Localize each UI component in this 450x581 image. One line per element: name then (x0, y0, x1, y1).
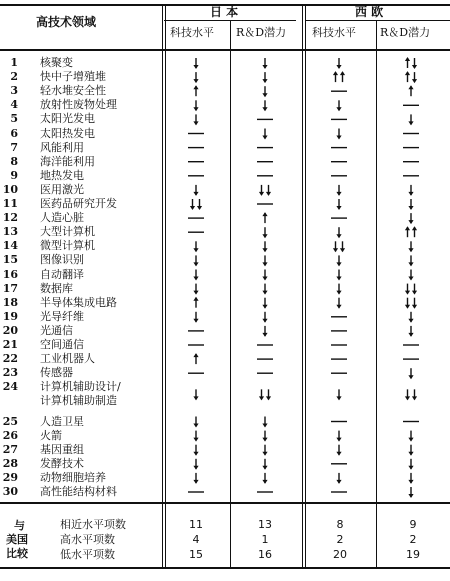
down-arrow-icon (408, 255, 413, 266)
down-arrow-icon (405, 389, 410, 400)
summary-west-rd-value: 2 (409, 533, 417, 546)
up-arrow-icon (412, 226, 417, 237)
down-arrow-icon (262, 312, 267, 323)
down-arrow-icon (262, 445, 267, 456)
up-arrow-icon (193, 297, 198, 308)
summary-row-label: 低水平项数 (60, 548, 115, 561)
down-arrow-icon (193, 58, 198, 69)
row-field-name: 图像识别 (40, 253, 84, 267)
down-arrow-icon (262, 326, 267, 337)
row-field-name: 快中子增殖堆 (40, 70, 106, 84)
row-number: 16 (2, 267, 18, 281)
down-arrow-icon (262, 298, 267, 309)
down-arrow-icon (193, 459, 198, 470)
up-arrow-icon (405, 226, 410, 237)
down-arrow-icon (193, 185, 198, 196)
down-arrow-icon (408, 312, 413, 323)
row-number: 9 (10, 168, 18, 182)
down-arrow-icon (262, 417, 267, 428)
down-arrow-icon (262, 241, 267, 252)
west-tech-level-header: 科技水平 (312, 26, 356, 39)
row-number: 11 (2, 197, 18, 210)
down-arrow-icon (266, 185, 271, 196)
down-arrow-icon (193, 389, 198, 400)
down-arrow-icon (336, 298, 341, 309)
down-arrow-icon (262, 227, 267, 238)
down-arrow-icon (336, 227, 341, 238)
up-arrow-icon (408, 85, 413, 96)
down-arrow-icon (408, 114, 413, 125)
row-field-name: 光通信 (40, 323, 73, 337)
summary-label-line3: 比较 (6, 547, 28, 560)
row-field-name: 计算机辅助设计/ (40, 380, 121, 394)
row-field-name: 发酵技术 (40, 456, 84, 470)
down-arrow-icon (336, 431, 341, 442)
row-field-name: 太阳热发电 (40, 126, 95, 140)
row-number: 4 (10, 98, 18, 112)
row-field-name: 放射性废物处理 (40, 98, 117, 112)
down-arrow-icon (266, 389, 271, 400)
row-field-name: 火箭 (40, 428, 62, 442)
row-field-name: 动物细胞培养 (40, 470, 106, 484)
down-arrow-icon (408, 199, 413, 210)
down-arrow-icon (336, 58, 341, 69)
row-number: 18 (2, 295, 18, 309)
row-number: 12 (2, 211, 18, 225)
summary-japan-tech-value: 4 (192, 533, 200, 546)
row-field-name: 高性能结构材料 (40, 485, 117, 498)
row-field-name: 空间通信 (40, 338, 84, 351)
down-arrow-icon (336, 100, 341, 111)
down-arrow-icon (336, 129, 341, 140)
row-field-name: 太阳光发电 (40, 112, 95, 126)
row-number: 6 (10, 126, 18, 140)
down-arrow-icon (408, 487, 413, 498)
up-arrow-icon (405, 57, 410, 68)
down-arrow-icon (262, 72, 267, 83)
down-arrow-icon (336, 185, 341, 196)
down-arrow-icon (333, 241, 338, 252)
down-arrow-icon (336, 255, 341, 266)
down-arrow-icon (193, 417, 198, 428)
down-arrow-icon (336, 473, 341, 484)
row-field-name: 基因重组 (40, 442, 84, 456)
row-number: 8 (10, 154, 18, 168)
row-number: 25 (2, 414, 18, 428)
down-arrow-icon (412, 389, 417, 400)
down-arrow-icon (408, 270, 413, 281)
down-arrow-icon (193, 284, 198, 295)
row-field-name: 微型计算机 (40, 239, 95, 253)
down-arrow-icon (336, 445, 341, 456)
row-number: 1 (10, 56, 18, 69)
row-field-name: 大型计算机 (40, 225, 95, 239)
up-arrow-icon (340, 71, 345, 82)
row-number: 22 (2, 352, 18, 366)
down-arrow-icon (408, 213, 413, 224)
down-arrow-icon (262, 58, 267, 69)
down-arrow-icon (412, 284, 417, 295)
row-field-name: 传感器 (40, 366, 73, 380)
down-arrow-icon (408, 459, 413, 470)
row-field-name: 医药品研究开发 (40, 197, 117, 210)
row-number: 27 (2, 442, 18, 456)
up-arrow-icon (193, 85, 198, 96)
down-arrow-icon (408, 431, 413, 442)
down-arrow-icon (262, 431, 267, 442)
down-arrow-icon (262, 459, 267, 470)
summary-west-tech-value: 2 (336, 533, 344, 546)
row-field-name: 数据库 (40, 281, 73, 295)
row-field-name: 风能利用 (40, 140, 84, 154)
down-arrow-icon (193, 255, 198, 266)
down-arrow-icon (408, 241, 413, 252)
down-arrow-icon (340, 241, 345, 252)
row-number: 3 (10, 84, 18, 98)
row-number: 19 (2, 309, 18, 323)
down-arrow-icon (193, 312, 198, 323)
up-arrow-icon (193, 353, 198, 364)
down-arrow-icon (259, 389, 264, 400)
summary-japan-rd-value: 13 (258, 518, 272, 531)
down-arrow-icon (408, 185, 413, 196)
summary-label-line2: 美国 (6, 533, 28, 546)
summary-west-rd-value: 19 (406, 548, 420, 561)
down-arrow-icon (412, 58, 417, 69)
japan-header: 日 本 (210, 5, 239, 19)
row-number: 17 (2, 281, 18, 295)
row-field-name: 核聚变 (40, 56, 73, 69)
down-arrow-icon (193, 473, 198, 484)
west-rd-potential-header: R＆D潜力 (380, 26, 431, 39)
row-number: 21 (2, 338, 18, 351)
row-field-name: 工业机器人 (40, 352, 95, 366)
summary-japan-tech-value: 11 (189, 518, 203, 531)
down-arrow-icon (408, 445, 413, 456)
down-arrow-icon (262, 473, 267, 484)
down-arrow-icon (262, 129, 267, 140)
summary-japan-rd-value: 1 (261, 533, 269, 546)
down-arrow-icon (193, 445, 198, 456)
up-arrow-icon (262, 212, 267, 223)
summary-row-label: 高水平项数 (60, 533, 115, 546)
field-column-header: 高技术领域 (36, 15, 97, 29)
summary-west-tech-value: 8 (336, 518, 344, 531)
row-number: 5 (10, 112, 18, 126)
up-arrow-icon (405, 71, 410, 82)
summary-west-tech-value: 20 (333, 548, 347, 561)
down-arrow-icon (193, 114, 198, 125)
down-arrow-icon (336, 270, 341, 281)
down-arrow-icon (193, 431, 198, 442)
row-field-name: 地热发电 (40, 168, 84, 182)
down-arrow-icon (193, 241, 198, 252)
japan-tech-level-header: 科技水平 (170, 26, 214, 39)
down-arrow-icon (262, 284, 267, 295)
row-number: 13 (2, 225, 18, 239)
row-number: 14 (2, 239, 18, 253)
row-number: 20 (2, 323, 18, 337)
down-arrow-icon (412, 298, 417, 309)
row-number: 2 (10, 70, 18, 84)
row-field-name: 人造心脏 (40, 211, 84, 225)
row-number: 10 (2, 182, 18, 196)
down-arrow-icon (405, 284, 410, 295)
down-arrow-icon (408, 368, 413, 379)
row-number: 15 (2, 253, 18, 267)
row-number: 24 (2, 380, 18, 394)
row-field-name: 医用激光 (40, 182, 84, 196)
up-arrow-icon (333, 71, 338, 82)
row-number: 30 (2, 485, 18, 498)
japan-rd-potential-header: R＆D潜力 (236, 26, 287, 39)
summary-label-line1: 与 (14, 519, 25, 532)
row-field-name: 自动翻译 (40, 267, 84, 281)
down-arrow-icon (405, 298, 410, 309)
down-arrow-icon (262, 270, 267, 281)
down-arrow-icon (262, 86, 267, 97)
row-number: 29 (2, 470, 18, 484)
summary-west-rd-value: 9 (409, 518, 417, 531)
down-arrow-icon (336, 199, 341, 210)
down-arrow-icon (262, 255, 267, 266)
down-arrow-icon (193, 270, 198, 281)
row-field-name: 轻水堆安全性 (40, 84, 106, 98)
row-field-name-continued: 计算机辅助制造 (40, 394, 117, 408)
down-arrow-icon (336, 389, 341, 400)
down-arrow-icon (262, 100, 267, 111)
row-number: 7 (10, 140, 18, 154)
down-arrow-icon (412, 72, 417, 83)
down-arrow-icon (193, 72, 198, 83)
row-number: 26 (2, 428, 18, 442)
row-number: 28 (2, 456, 18, 470)
summary-row-label: 相近水平项数 (60, 518, 126, 531)
down-arrow-icon (408, 326, 413, 337)
down-arrow-icon (336, 284, 341, 295)
row-number: 23 (2, 366, 18, 380)
row-field-name: 半导体集成电路 (40, 295, 117, 309)
down-arrow-icon (190, 199, 195, 210)
row-field-name: 人造卫星 (40, 414, 84, 428)
row-field-name: 光导纤维 (40, 309, 84, 323)
summary-japan-tech-value: 15 (189, 548, 203, 561)
summary-japan-rd-value: 16 (258, 548, 272, 561)
down-arrow-icon (197, 199, 202, 210)
row-field-name: 海洋能利用 (40, 154, 95, 168)
down-arrow-icon (259, 185, 264, 196)
down-arrow-icon (193, 100, 198, 111)
down-arrow-icon (408, 473, 413, 484)
west-header: 西 欧 (355, 5, 384, 19)
